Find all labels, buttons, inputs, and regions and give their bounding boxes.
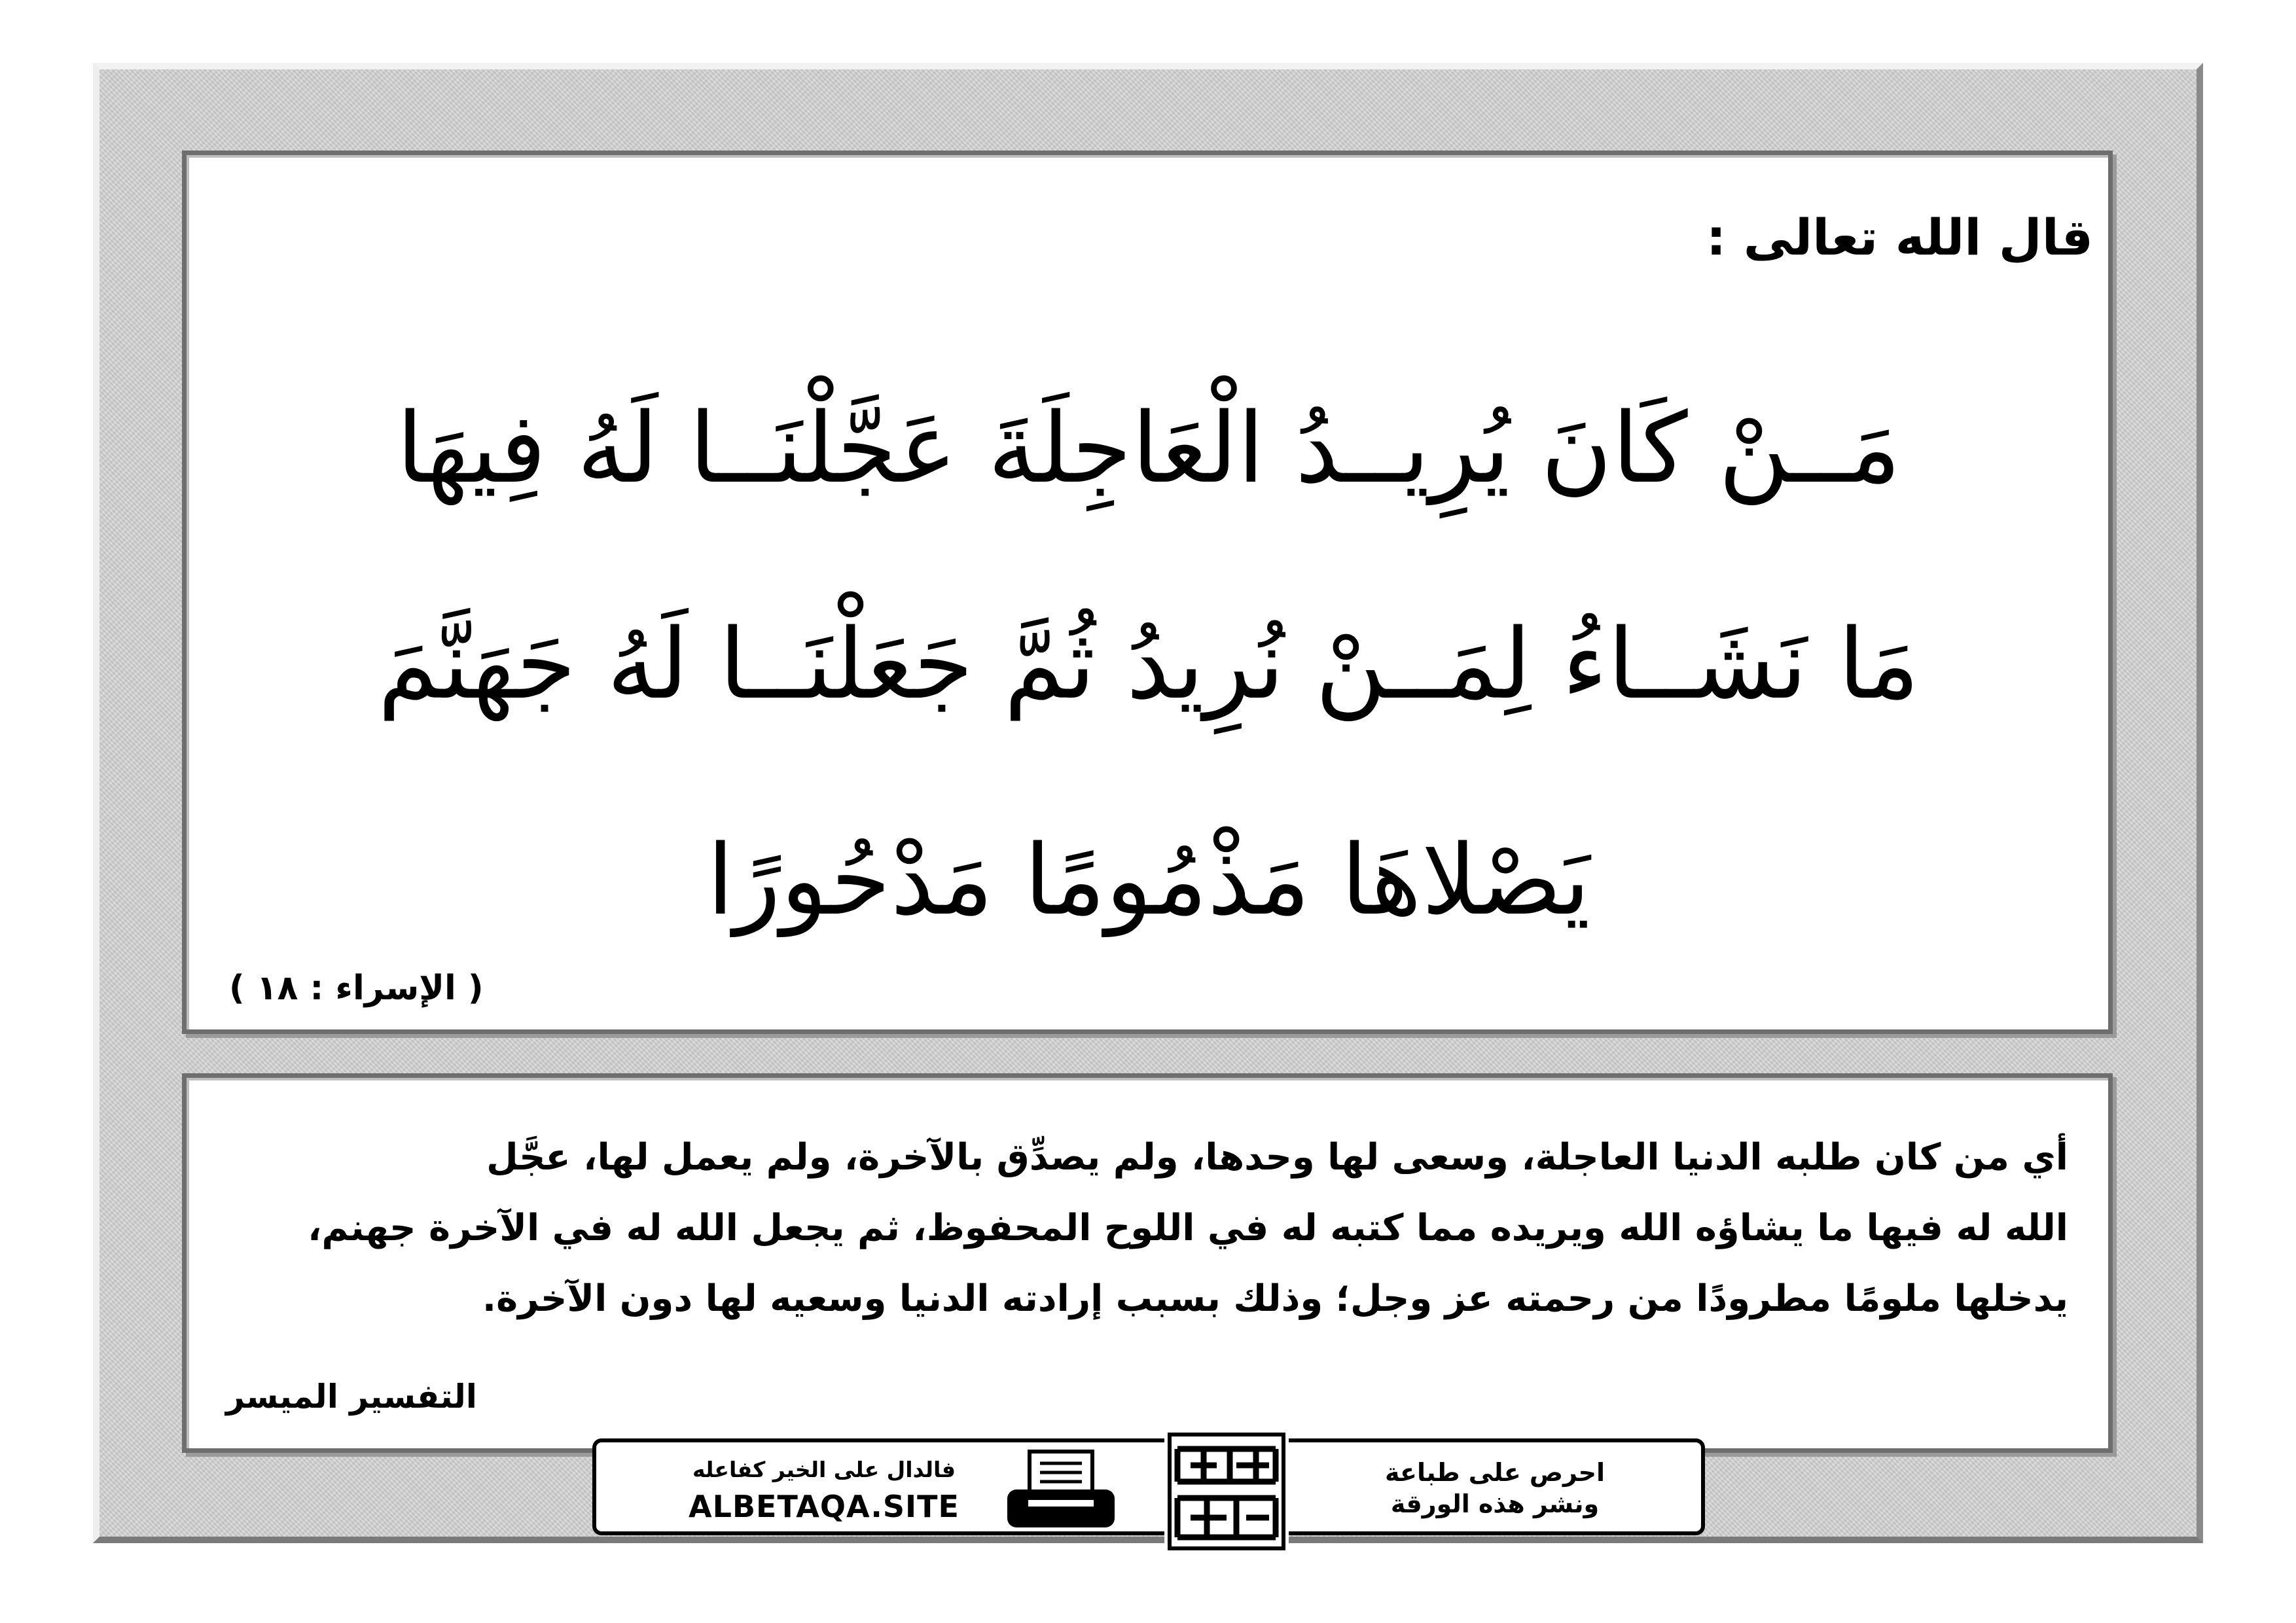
verse-line: يَصْلاهَا مَذْمُومًا مَدْحُورًا (707, 824, 1590, 936)
site-link[interactable]: ALBETAQA.SITE (689, 1489, 960, 1524)
footer-cta (1341, 1457, 1649, 1520)
footer-site-block (647, 1457, 1001, 1524)
verse-reference: ( الإسراء : ١٨ ) (229, 969, 484, 1008)
verse-line: مَا نَشَــاءُ لِمَــنْ نُرِيدُ ثُمَّ جَعَلْنَــا لَهُ جَهَنَّمَ (378, 608, 1920, 721)
footer-tagline: فالدال على الخير كفاعله (692, 1457, 956, 1482)
tafsir-text (236, 1122, 2068, 1334)
tafsir-line: يدخلها ملومًا مطرودًا من رحمته عز وجل؛ وذلك بسبب إرادته الدنيا وسعيه لها دون الآخرة. (482, 1277, 2068, 1320)
logo-mark (1164, 1429, 1289, 1554)
verse-intro: قال الله تعالى : (1706, 208, 2093, 266)
tafsir-line: الله له فيها ما يشاؤه الله ويريده مما كتبه له في اللوح المحفوظ، ثم يجعل الله له في الآخرة جهنم، (308, 1207, 2068, 1249)
verse-line: مَــنْ كَانَ يُرِيــدُ الْعَاجِلَةَ عَجَّلْنَــا لَهُ فِيهَا (396, 392, 1901, 505)
tafsir-source: التفسير الميسر (226, 1378, 477, 1416)
footer-bar (592, 1438, 1705, 1535)
tafsir-line: أي من كان طلبه الدنيا العاجلة، وسعى لها وحدها، ولم يصدِّق بالآخرة، ولم يعمل لها، عجَّل (486, 1136, 2068, 1179)
cta-line: ونشر هذه الورقة (1390, 1489, 1600, 1518)
printer-icon (1002, 1449, 1120, 1530)
quran-verse (236, 340, 2062, 988)
cta-line: احرص على طباعة (1384, 1458, 1605, 1487)
